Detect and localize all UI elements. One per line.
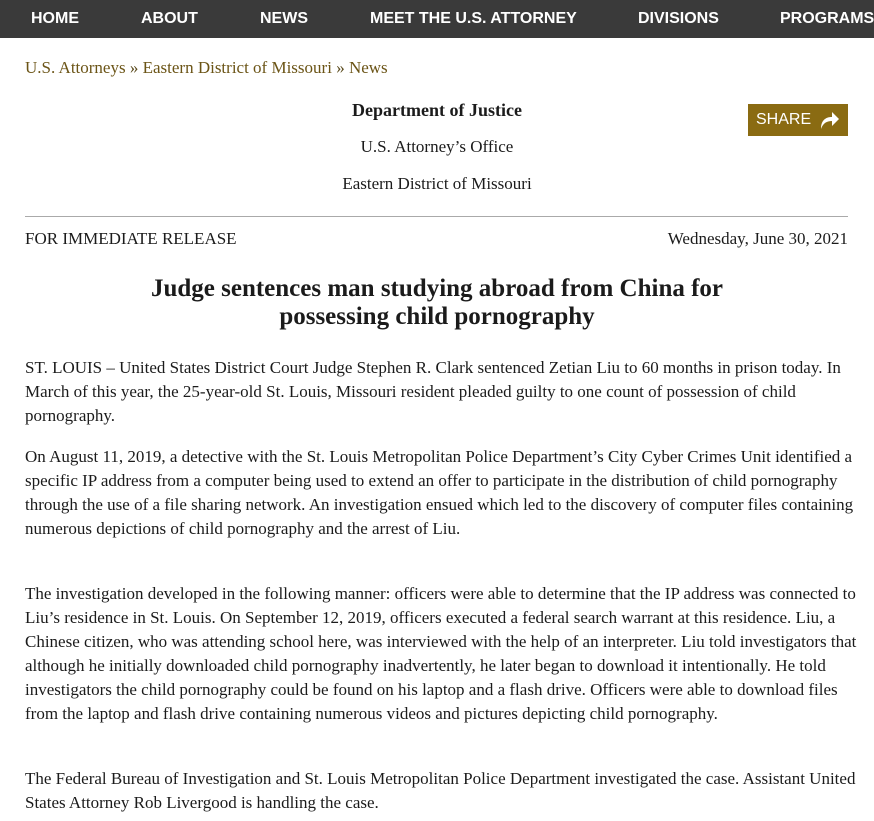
department-name: Department of Justice [352,100,522,120]
share-arrow-icon [818,109,840,131]
release-date: Wednesday, June 30, 2021 [667,229,848,248]
headline-line-2: possessing child pornography [279,303,595,330]
nav-programs[interactable]: PROGRAMS [780,10,874,27]
office-name: U.S. Attorney’s Office [360,137,514,156]
breadcrumb-news[interactable]: News [348,58,388,77]
breadcrumb-eastern-district[interactable]: Eastern District of Missouri [142,58,332,77]
article-paragraph: On August 11, 2019, a detective with the St. Louis Metropolitan Police Department’s City Cyber Crimes Unit identified a specific IP address from a computer being used to extend an offer to participate in the distribution of child pornography through the use of a file sharing network. An investigation ensued which led to the discovery of computer files containing numerous depictions of child pornography and the arrest of Liu. [25,447,854,538]
breadcrumb-separator: » [129,58,139,77]
nav-meet-the-us-attorney[interactable]: MEET THE U.S. ATTORNEY [370,10,577,27]
breadcrumb [25,58,388,78]
nav-home[interactable]: HOME [31,10,79,27]
share-label: SHARE [756,111,812,128]
article-paragraph: The investigation developed in the following manner: officers were able to determine that the IP address was connected to Liu’s residence in St. Louis. On September 12, 2019, officers executed a federal search warrant at this residence. Liu, a Chinese citizen, who was attending school here, was interviewed with the help of an interpreter. Liu told investigators that although he initially downloaded child pornography inadvertently, he later began to download it intentionally. He told investigators the child pornography could be found on his laptop and a flash drive. Officers were able to download files from the laptop and flash drive containing numerous videos and pictures depicting child pornography. [25,584,857,723]
nav-divisions[interactable]: DIVISIONS [638,10,719,27]
article-paragraph: ST. LOUIS – United States District Court Judge Stephen R. Clark sentenced Zetian Liu to 60 months in prison today. In March of this year, the 25-year-old St. Louis, Missouri resident pleaded guilty to one count of possession of child pornography. [25,358,841,425]
district-name: Eastern District of Missouri [342,174,532,193]
headline-line-1: Judge sentences man studying abroad from China for [150,275,724,302]
top-navigation [0,0,874,38]
share-button[interactable] [748,104,848,136]
breadcrumb-us-attorneys[interactable]: U.S. Attorneys [25,58,126,77]
nav-about[interactable]: ABOUT [141,10,198,27]
article-paragraph: The Federal Bureau of Investigation and St. Louis Metropolitan Police Department investigated the case. Assistant United States Attorney Rob Livergood is handling the case. [25,769,856,812]
article-headline [60,275,814,331]
nav-news[interactable]: NEWS [260,10,308,27]
divider [25,216,848,217]
release-label: FOR IMMEDIATE RELEASE [25,229,237,248]
breadcrumb-separator: » [336,58,345,77]
